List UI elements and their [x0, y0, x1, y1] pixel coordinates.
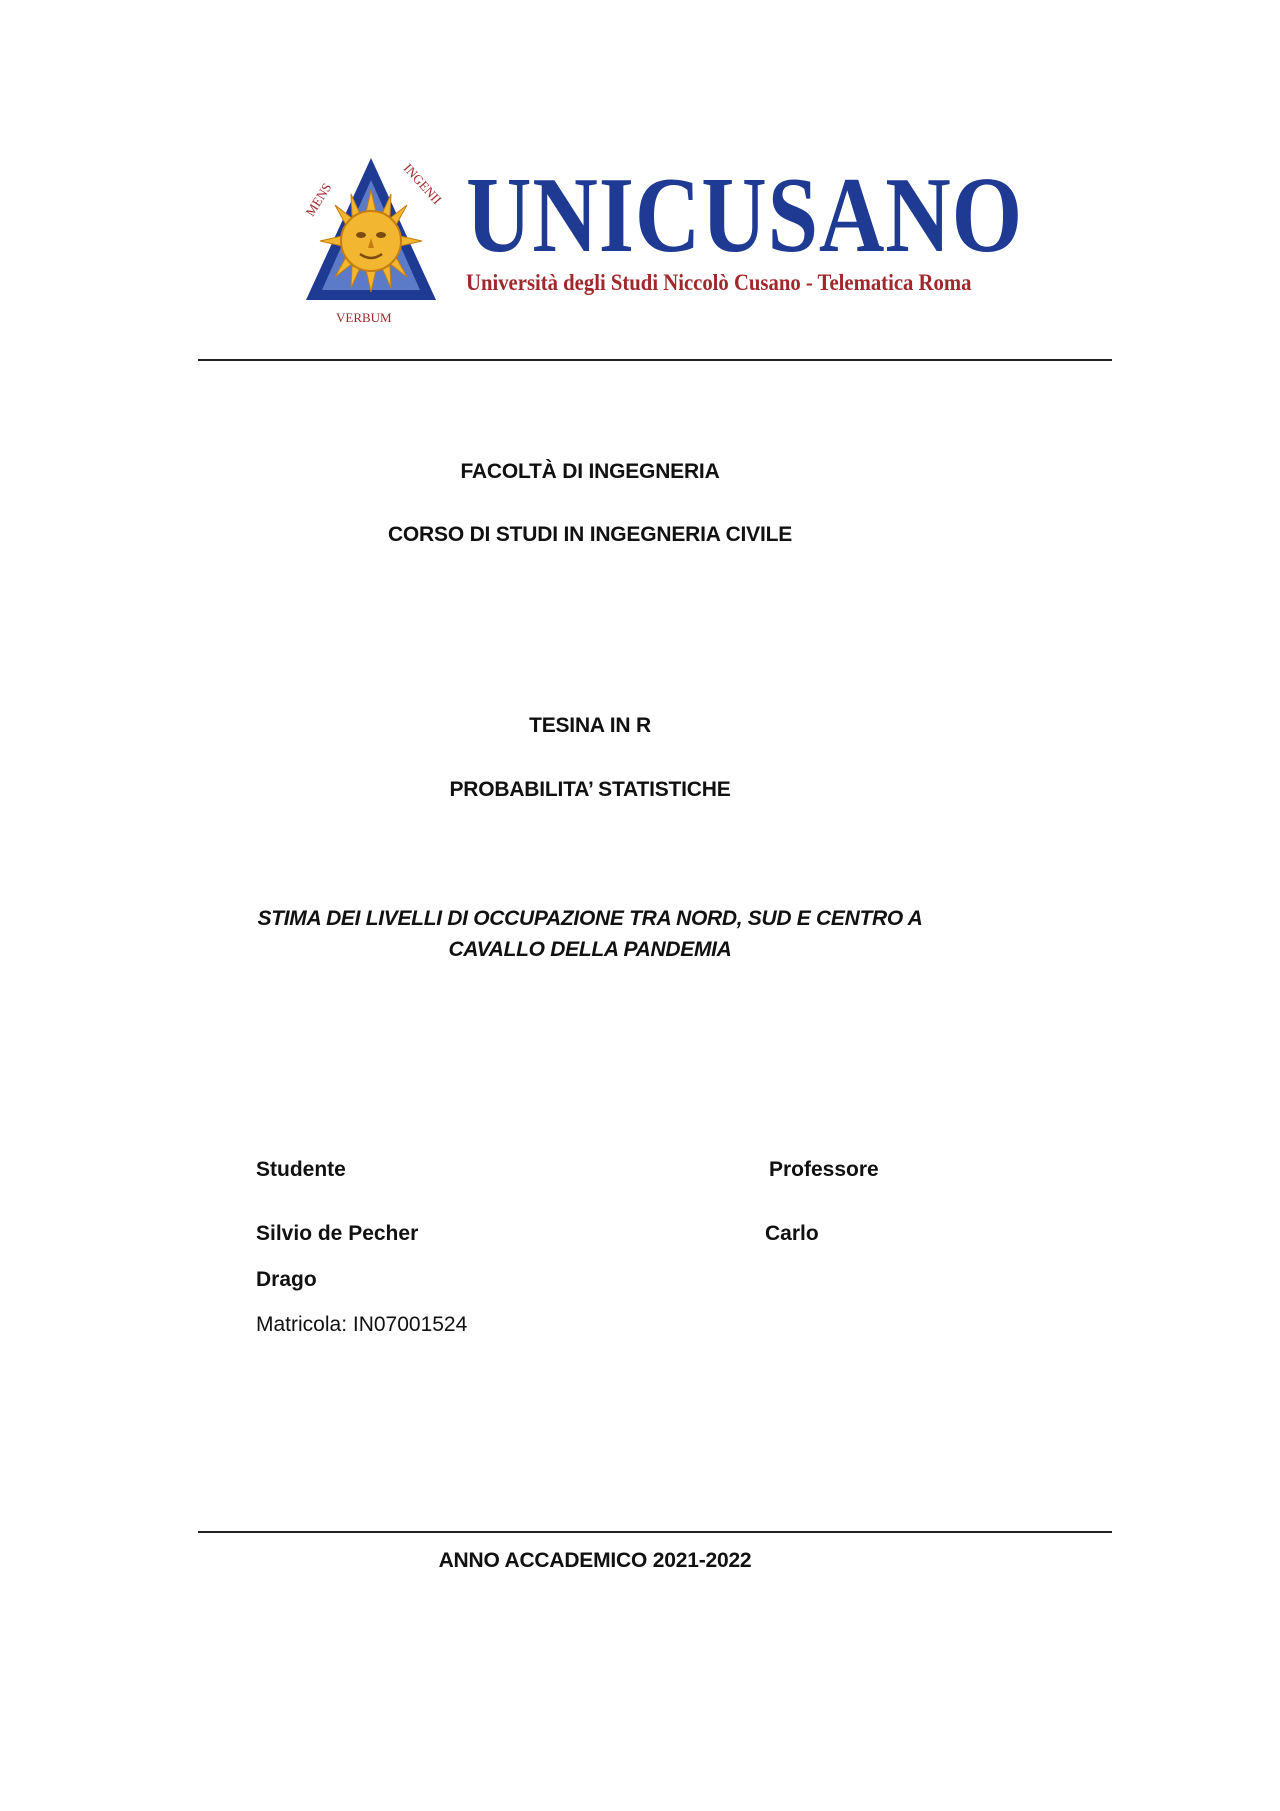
subject-heading: PROBABILITA’ STATISTICHE [449, 778, 731, 801]
professor-heading: Professore [769, 1158, 879, 1181]
svg-text:VERBUM: VERBUM [336, 310, 392, 325]
unicusano-logo [296, 150, 1023, 330]
thesis-title-line-2: CAVALLO DELLA PANDEMIA [448, 938, 732, 961]
professor-first-name: Carlo [765, 1222, 819, 1245]
course-heading: CORSO DI STUDI IN INGEGNERIA CIVILE [387, 523, 793, 546]
thesis-title [0, 903, 1180, 965]
professor-last-name: Drago [256, 1268, 317, 1291]
bottom-divider [198, 1531, 1112, 1533]
sun-emblem-icon [296, 150, 446, 330]
student-id: Matricola: IN07001524 [256, 1313, 468, 1336]
thesis-title-line-1: STIMA DEI LIVELLI DI OCCUPAZIONE TRA NORD, SUD E CENTRO A [257, 907, 923, 930]
brand-subtitle: Università degli Studi Niccolò Cusano - Telematica Roma [466, 270, 972, 295]
svg-text:INGENII: INGENII [400, 160, 445, 208]
brand-name: UNICUSANO [466, 156, 1023, 275]
academic-year: ANNO ACCADEMICO 2021-2022 [438, 1549, 752, 1572]
top-divider [198, 359, 1112, 361]
student-name: Silvio de Pecher [256, 1222, 419, 1245]
thesis-type: TESINA IN R [529, 714, 651, 737]
student-heading: Studente [256, 1158, 346, 1181]
faculty-heading: FACOLTÀ DI INGEGNERIA [460, 460, 720, 483]
svg-text:MENS: MENS [302, 180, 335, 219]
